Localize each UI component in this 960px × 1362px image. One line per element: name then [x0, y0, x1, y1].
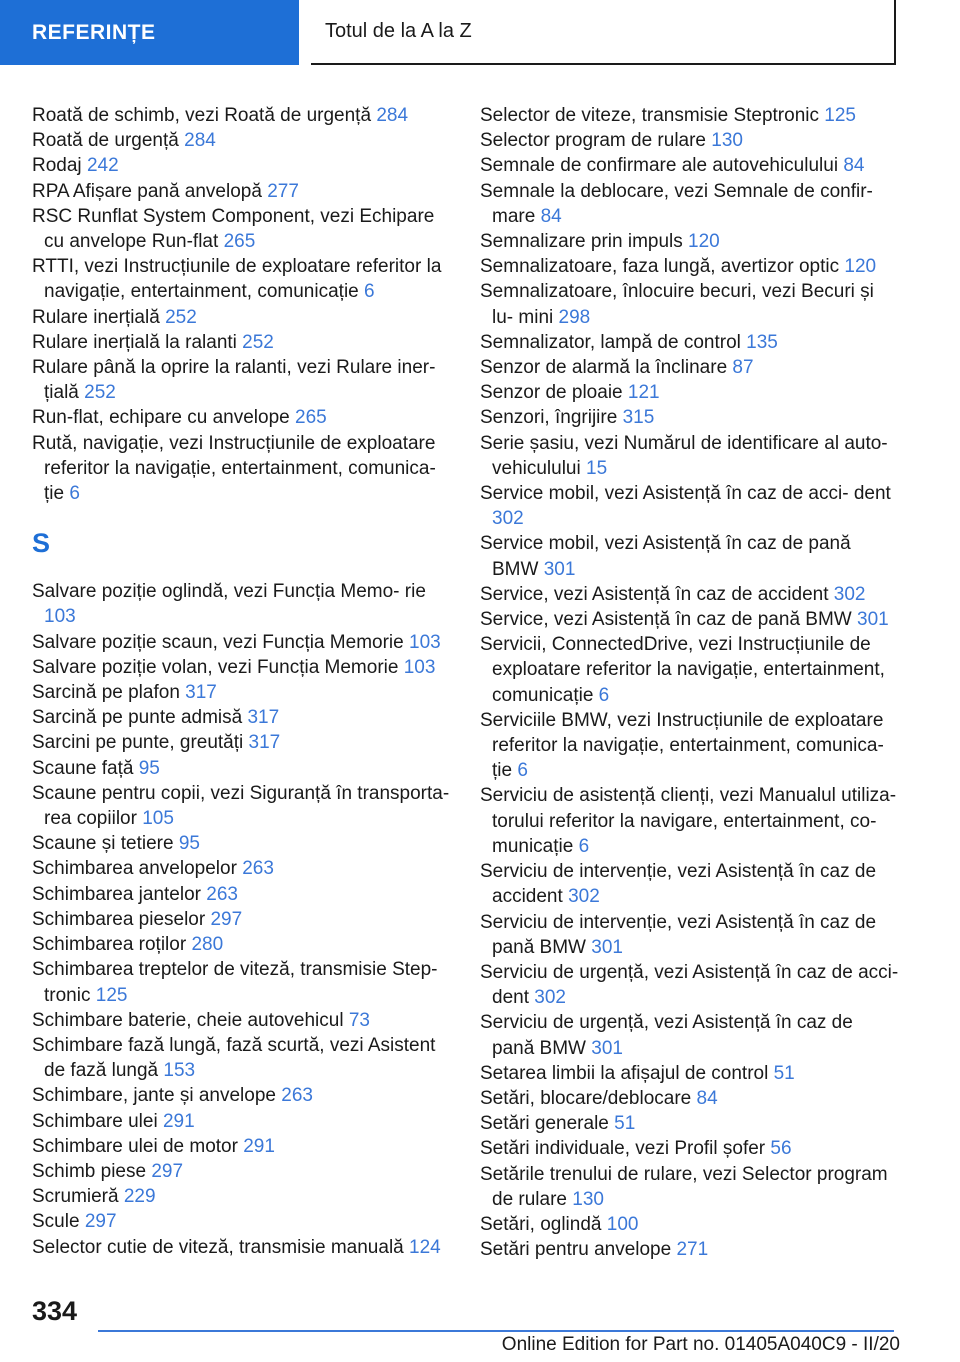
index-entry [32, 680, 452, 705]
index-entry-text: Schimbarea anvelopelor [32, 858, 237, 880]
page-number: 334 [32, 1296, 78, 1326]
index-entry [32, 957, 452, 1007]
index-entry-text: Schimbare ulei [32, 1110, 158, 1132]
page-reference-link[interactable]: 105 [142, 808, 174, 830]
index-entry [480, 229, 900, 254]
index-column-right [480, 103, 900, 1262]
page-reference-link[interactable]: 317 [248, 732, 281, 754]
index-entry [480, 380, 900, 405]
page-reference-link[interactable]: 56 [770, 1138, 792, 1160]
index-entry [32, 882, 452, 907]
page-reference-link[interactable]: 297 [84, 1211, 117, 1233]
page-reference-link[interactable]: 51 [614, 1113, 636, 1135]
index-entry [32, 1209, 452, 1234]
index-entry [480, 355, 900, 380]
index-entry [32, 153, 452, 178]
index-entry-text: Rodaj [32, 155, 82, 177]
index-entry [32, 907, 452, 932]
index-entry [480, 1061, 900, 1086]
index-entry [32, 655, 452, 680]
index-entry-text: Schimb piese [32, 1160, 147, 1182]
index-entry-text: Sarcină pe plafon [32, 682, 180, 704]
index-entry [32, 204, 452, 254]
index-entry [32, 330, 452, 355]
index-entry-text: Schimbarea pieselor [32, 908, 206, 930]
index-entry [32, 932, 452, 957]
page-reference-link[interactable]: 263 [281, 1085, 313, 1107]
index-entry-text: Serviciu de asistență clienți, vezi Manualul utiliza- torului referitor la navigare, entertainment, co- municație [480, 785, 897, 857]
index-entry [32, 705, 452, 730]
header-divider [299, 0, 311, 65]
page-reference-link[interactable]: 120 [688, 231, 720, 253]
index-entry [32, 355, 452, 405]
index-entry-text: Service, vezi Asistență în caz de accident [480, 583, 829, 605]
page-title: Totul de la A la Z [311, 0, 896, 65]
index-entry-text: Rulare inerțială la ralanti [32, 331, 237, 353]
index-entry [32, 1134, 452, 1159]
index-entry-text: Salvare poziție volan, vezi Funcția Memorie [32, 656, 399, 678]
index-entry [480, 405, 900, 430]
page-reference-link[interactable]: 124 [409, 1236, 441, 1258]
page-reference-link[interactable]: 297 [210, 908, 243, 930]
index-entry-text: Serviciu de intervenție, vezi Asistență în caz de pană BMW [480, 911, 877, 958]
page-reference-link[interactable]: 125 [95, 984, 128, 1006]
page-reference-link[interactable]: 291 [243, 1135, 275, 1157]
index-entry [480, 103, 900, 128]
index-entry-text: Run-flat, echipare cu anvelope [32, 407, 290, 429]
index-entry-text: Setări, blocare/deblocare [480, 1087, 692, 1109]
index-entry-text: Roată de urgență [32, 130, 179, 152]
index-entry-text: Schimbare, jante și anvelope [32, 1085, 276, 1107]
index-entry-text: Semnale la deblocare, vezi Semnale de confir- mare [480, 180, 873, 227]
index-entry-text: Serviciu de intervenție, vezi Asistență în caz de accident [480, 861, 877, 908]
index-entry-text: Setări individuale, vezi Profil șofer [480, 1138, 766, 1160]
index-entry-text: Service mobil, vezi Asistență în caz de acci- dent [480, 483, 891, 505]
index-entry-text: Schimbarea jantelor [32, 883, 201, 905]
page-reference-link[interactable]: 265 [223, 231, 256, 253]
index-entry-text: Service, vezi Asistență în caz de pană BMW [480, 609, 852, 631]
index-entry [480, 330, 900, 355]
index-entry-text: Rulare până la oprire la ralanti, vezi Rulare iner- țială [32, 357, 436, 404]
index-entry [32, 579, 452, 629]
page-reference-link[interactable]: 125 [824, 105, 856, 126]
index-entry-text: Serviciu de urgență, vezi Asistență în caz de pană BMW [480, 1012, 853, 1059]
index-entry-text: Scaune pentru copii, vezi Siguranță în transporta- rea copiilor [32, 782, 450, 830]
index-entry [480, 607, 900, 632]
page-reference-link[interactable]: 297 [151, 1160, 184, 1182]
index-entry [32, 1235, 452, 1260]
index-entry-text: Serviciu de urgență, vezi Asistență în caz de acci- dent [480, 961, 899, 1009]
page-reference-link[interactable]: 6 [517, 760, 528, 782]
index-entry [480, 1111, 900, 1136]
page-reference-link[interactable]: 15 [586, 457, 608, 479]
page-reference-link[interactable]: 103 [44, 606, 76, 628]
page-reference-link[interactable]: 6 [364, 281, 375, 303]
index-entry-text: Rulare inerțială [32, 306, 160, 328]
index-entry [480, 708, 900, 784]
index-entry [480, 128, 900, 153]
page-reference-link[interactable]: 302 [568, 886, 600, 908]
page-reference-link[interactable]: 317 [185, 682, 217, 704]
index-entry [480, 254, 900, 279]
page-reference-link[interactable]: 301 [591, 936, 623, 958]
index-entry [32, 1008, 452, 1033]
page-reference-link[interactable]: 130 [572, 1188, 604, 1210]
index-entry-text: Semnalizatoare, faza lungă, avertizor optic [480, 256, 840, 278]
index-entry [32, 254, 452, 304]
page-reference-link[interactable]: 120 [844, 256, 877, 278]
index-entry [480, 279, 900, 329]
index-entry [480, 1212, 900, 1237]
index-column-left [32, 103, 452, 1260]
index-entry [32, 305, 452, 330]
page-reference-link[interactable]: 73 [348, 1009, 370, 1031]
page-reference-link[interactable]: 301 [857, 609, 889, 631]
page-reference-link[interactable]: 242 [86, 155, 119, 177]
index-entry-text: Setările trenului de rulare, vezi Selector program de rulare [480, 1163, 888, 1210]
index-entry [32, 856, 452, 881]
page-reference-link[interactable]: 95 [178, 833, 200, 855]
page-reference-link[interactable]: 153 [163, 1060, 196, 1082]
index-entry [32, 1033, 452, 1083]
page-reference-link[interactable]: 271 [676, 1239, 709, 1261]
page-reference-link[interactable]: 263 [206, 883, 238, 905]
index-entry [32, 103, 452, 128]
page-reference-link[interactable]: 280 [191, 934, 224, 956]
page-reference-link[interactable]: 302 [833, 583, 866, 605]
index-entry-text: Service mobil, vezi Asistență în caz de pană BMW [480, 533, 851, 580]
page-reference-link[interactable]: 315 [622, 407, 655, 429]
index-entry [480, 632, 900, 708]
index-entry [480, 531, 900, 581]
index-entry [480, 431, 900, 481]
index-entry-text: Semnalizator, lampă de control [480, 331, 741, 353]
index-entry-text: Serie șasiu, vezi Numărul de identificare al auto- vehiculului [480, 432, 888, 479]
index-entry-text: Salvare poziție scaun, vezi Funcția Memorie [32, 631, 404, 653]
index-entry-text: Schimbarea roților [32, 934, 187, 956]
page-reference-link[interactable]: 51 [773, 1062, 795, 1084]
index-entry-text: Setări pentru anvelope [480, 1239, 672, 1261]
index-entry [32, 431, 452, 507]
index-entry [32, 630, 452, 655]
index-entry-text: Scaune și tetiere [32, 833, 174, 855]
index-entry-text: Scule [32, 1211, 80, 1233]
page-reference-link[interactable]: 284 [184, 130, 216, 152]
index-entry-text: Sarcini pe punte, greutăți [32, 732, 244, 754]
index-entry-text: Rută, navigație, vezi Instrucțiunile de exploatare referitor la navigație, entertainment, comunica- ție [32, 432, 436, 505]
index-entry [480, 179, 900, 229]
index-entry-text: Semnalizare prin impuls [480, 231, 683, 253]
page-reference-link[interactable]: 84 [540, 205, 562, 227]
index-entry-text: Salvare poziție oglindă, vezi Funcția Memo- rie [32, 581, 426, 603]
index-entry-text: Scrumieră [32, 1186, 119, 1208]
page-reference-link[interactable]: 265 [295, 407, 327, 429]
page-reference-link[interactable]: 6 [69, 483, 80, 505]
index-entry [480, 1086, 900, 1111]
footer-divider [98, 1330, 894, 1332]
section-tab: REFERINȚE [0, 0, 299, 65]
index-entry [480, 481, 900, 531]
index-entry [480, 859, 900, 909]
index-entry [480, 783, 900, 859]
index-entry [32, 756, 452, 781]
index-entry-text: Scaune față [32, 757, 134, 779]
index-entry [32, 831, 452, 856]
page-reference-link[interactable]: 229 [123, 1186, 156, 1208]
page-reference-link[interactable]: 277 [267, 180, 299, 202]
index-entry [480, 1162, 900, 1212]
index-entry-text: Senzor de ploaie [480, 382, 623, 404]
index-entry-text: Schimbare ulei de motor [32, 1135, 238, 1157]
index-entry-text: Setarea limbii la afișajul de control [480, 1062, 769, 1084]
index-entry-text: Sarcină pe punte admisă [32, 707, 243, 729]
index-entry [32, 781, 452, 831]
page-reference-link[interactable]: 121 [627, 382, 660, 404]
index-entry [32, 405, 452, 430]
index-entry [480, 910, 900, 960]
index-entry-text: RSC Runflat System Component, vezi Echipare cu anvelope Run-flat [32, 205, 435, 253]
page-reference-link[interactable]: 100 [606, 1213, 639, 1235]
index-entry [480, 153, 900, 178]
index-entry-text: Senzori, îngrijire [480, 407, 618, 429]
page-reference-link[interactable]: 284 [376, 105, 409, 126]
index-entry [32, 179, 452, 204]
page-reference-link[interactable]: 291 [162, 1110, 195, 1132]
index-entry-text: Selector cutie de viteză, transmisie manuală [32, 1236, 404, 1258]
index-entry-text: Semnale de confirmare ale autovehiculului [480, 155, 839, 177]
page-reference-link[interactable]: 95 [138, 757, 160, 779]
page-reference-link[interactable]: 317 [247, 707, 280, 729]
page-reference-link[interactable]: 87 [732, 357, 754, 379]
index-entry [480, 1136, 900, 1161]
index-entry-text: Senzor de alarmă la înclinare [480, 357, 728, 379]
index-entry [32, 128, 452, 153]
index-entry-text: Servicii, ConnectedDrive, vezi Instrucțiunile de exploatare referitor la navigație, entertainment, comunicație [480, 634, 885, 706]
index-entry-text: Setări, oglindă [480, 1213, 602, 1235]
index-entry-text: Schimbare fază lungă, fază scurtă, vezi Asistent de fază lungă [32, 1034, 436, 1082]
index-entry-text: Roată de schimb, vezi Roată de urgență [32, 105, 372, 126]
page-reference-link[interactable]: 252 [242, 331, 274, 353]
index-entry-text: RPA Afișare pană anvelopă [32, 180, 262, 202]
index-entry [32, 1109, 452, 1134]
index-letter-heading: S [32, 528, 51, 559]
index-entry [32, 730, 452, 755]
index-entry [480, 1010, 900, 1060]
index-entry-text: Selector de viteze, transmisie Steptronic [480, 105, 819, 126]
index-entry-text: RTTI, vezi Instrucțiunile de exploatare referitor la navigație, entertainment, comunicație [32, 256, 442, 303]
page-reference-link[interactable]: 103 [409, 631, 441, 653]
index-entry-text: Semnalizatoare, înlocuire becuri, vezi Becuri și lu- mini [480, 281, 874, 328]
page-reference-link[interactable]: 6 [598, 684, 610, 706]
edition-footer: Online Edition for Part no. 01405A040C9 - II/20 [501, 1334, 900, 1355]
page-reference-link[interactable]: 6 [578, 835, 590, 857]
index-entry-text: Schimbarea treptelor de viteză, transmisie Step- tronic [32, 959, 438, 1006]
index-entry-text: Schimbare baterie, cheie autovehicul [32, 1009, 344, 1031]
page-reference-link[interactable]: 130 [711, 130, 743, 152]
page-reference-link[interactable]: 252 [165, 306, 197, 328]
index-entry [480, 582, 900, 607]
page-reference-link[interactable]: 301 [543, 558, 576, 580]
page-reference-link[interactable]: 298 [558, 306, 591, 328]
index-entry [32, 1083, 452, 1108]
index-entry-text: Selector program de rulare [480, 130, 706, 152]
index-entry-text: Setări generale [480, 1113, 609, 1135]
index-entry [32, 1159, 452, 1184]
page-reference-link[interactable]: 302 [534, 987, 566, 1009]
index-entry-text: Serviciile BMW, vezi Instrucțiunile de exploatare referitor la navigație, entertainment, comunica- ție [480, 709, 884, 782]
page-reference-link[interactable]: 301 [591, 1037, 623, 1059]
page-reference-link[interactable]: 84 [843, 155, 865, 177]
page-reference-link[interactable]: 252 [84, 382, 116, 404]
page-reference-link[interactable]: 263 [242, 858, 274, 880]
page-reference-link[interactable]: 135 [746, 331, 778, 353]
page-reference-link[interactable]: 103 [403, 656, 436, 678]
page-reference-link[interactable]: 84 [696, 1087, 718, 1109]
index-entry [480, 1237, 900, 1262]
index-entry [480, 960, 900, 1010]
page-reference-link[interactable]: 302 [492, 508, 524, 530]
index-entry [32, 1184, 452, 1209]
